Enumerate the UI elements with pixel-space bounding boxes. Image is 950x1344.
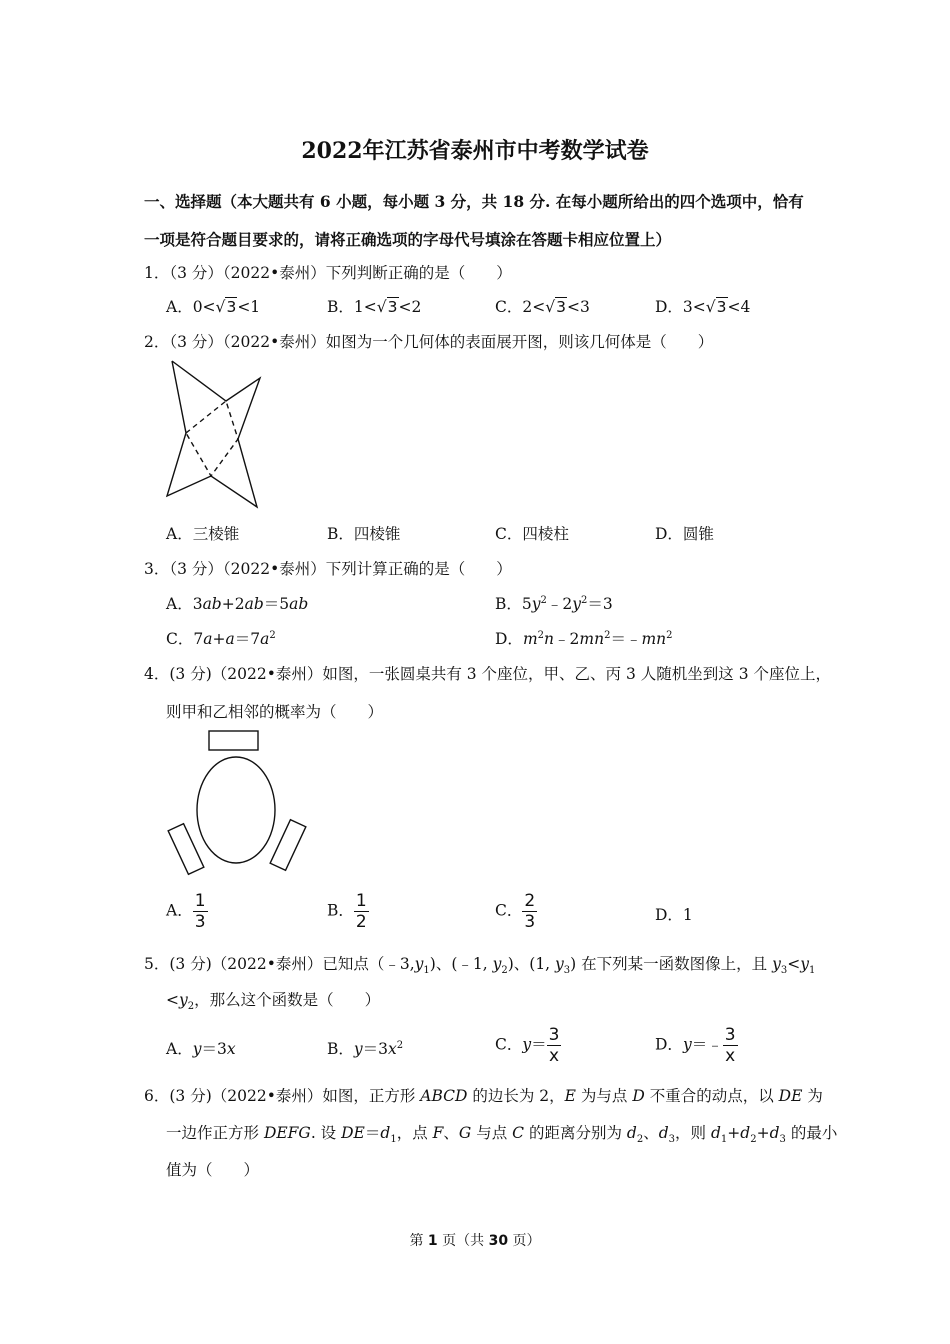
fraction: $\frac{2}{3}$ [524, 891, 536, 932]
q6-stem-line1: 6．(3 分)（2022•泰州）如图，正方形 ABCD 的边长为 2，E 为与点 D 不重合的动点，以 DE 为 [144, 1087, 823, 1105]
q4-option-a: A． $\frac{1}{3}$ [166, 891, 206, 932]
q1-stem: 1．（3 分）（2022•泰州）下列判断正确的是（ ） [144, 264, 512, 282]
seat-top [209, 731, 258, 750]
q3-option-a: A．3ab+2ab＝5ab [166, 595, 309, 613]
net-outline [167, 361, 260, 507]
q5-option-a: A．y＝3x [166, 1040, 236, 1058]
q4-option-c: C． $\frac{2}{3}$ [495, 891, 536, 932]
q1-option-a: A．0<√3<1 [166, 298, 261, 316]
page-title: 2022年江苏省泰州市中考数学试卷 [301, 138, 649, 164]
q5-stem-line2: $<y_2$，那么这个函数是（ ） [166, 991, 381, 1013]
fraction: $\frac{1}{2}$ [355, 891, 367, 932]
q3-option-c: C．$7a+a=7a^2$ [166, 629, 276, 648]
fraction: $\frac{3}{x}$ [724, 1025, 736, 1066]
q3-stem: 3．（3 分）（2022•泰州）下列计算正确的是（ ） [144, 560, 512, 578]
q4-stem-line1: 4．(3 分)（2022•泰州）如图，一张圆桌共有 3 个座位，甲、乙、丙 3 人随机坐到这 3 个座位上， [144, 665, 831, 683]
q3-option-b: B．$5y^2﹣2y^2=3$ [495, 594, 613, 613]
q1-option-c: C．2<√3<3 [495, 298, 590, 316]
q4-option-b: B． $\frac{1}{2}$ [327, 891, 367, 932]
q4-stem-line2: 则甲和乙相邻的概率为（ ） [166, 703, 384, 721]
q5-option-c: C．y＝ $\frac{3}{x}$ [495, 1025, 560, 1066]
round-table-figure [160, 725, 315, 885]
sqrt-icon: √3 [376, 298, 398, 316]
q5-option-d: D．y＝﹣ $\frac{3}{x}$ [655, 1025, 736, 1066]
section-heading-line1: 一、选择题（本大题共有 6 小题，每小题 3 分，共 18 分. 在每小题所给出的四个选项中，恰有 [144, 192, 804, 211]
seat-left [168, 824, 204, 875]
q1-option-b: B．1<√3<2 [327, 298, 422, 316]
net-fold-lines [186, 401, 238, 476]
sqrt-icon: √3 [705, 298, 727, 316]
q2-stem: 2．（3 分）（2022•泰州）如图为一个几何体的表面展开图，则该几何体是（ ） [144, 333, 714, 351]
q1-option-d: D．3<√3<4 [655, 298, 751, 316]
q4-option-d: D．1 [655, 906, 693, 924]
q6-stem-line2: 一边作正方形 DEFG. 设 $DE=d_1$，点 F、G 与点 C 的距离分别为 $d_2$、$d_3$，则 $d_1+d_2+d_3$ 的最小 [166, 1124, 838, 1146]
section-heading-line2: 一项是符合题目要求的，请将正确选项的字母代号填涂在答题卡相应位置上） [144, 230, 672, 249]
q2-option-d: D．圆锥 [655, 525, 714, 543]
fraction: $\frac{1}{3}$ [194, 891, 206, 932]
q2-option-b: B．四棱锥 [327, 525, 401, 543]
pyramid-net-figure [160, 355, 270, 515]
sqrt-icon: √3 [545, 298, 566, 316]
q2-option-c: C．四棱柱 [495, 525, 569, 543]
fraction: $\frac{3}{x}$ [548, 1025, 560, 1066]
page-footer: 第 1 页（共 30 页） [409, 1233, 541, 1249]
q3-option-d: D．$m^2n﹣2mn^2=﹣mn^2$ [495, 629, 673, 648]
q5-stem-line1: 5．(3 分)（2022•泰州）已知点$(﹣3,y_1)$、(﹣1, $y_2$)、(1, $y_3$) 在下列某一函数图像上，且 $y_3<y_1$ [144, 955, 816, 977]
q6-stem-line3: 值为（ ） [166, 1161, 260, 1179]
seat-right [270, 820, 306, 871]
q5-option-b: B．$y=3x^2$ [327, 1039, 404, 1058]
sqrt-icon: √3 [215, 298, 237, 316]
q2-option-a: A．三棱锥 [166, 525, 240, 543]
round-table [197, 757, 275, 863]
